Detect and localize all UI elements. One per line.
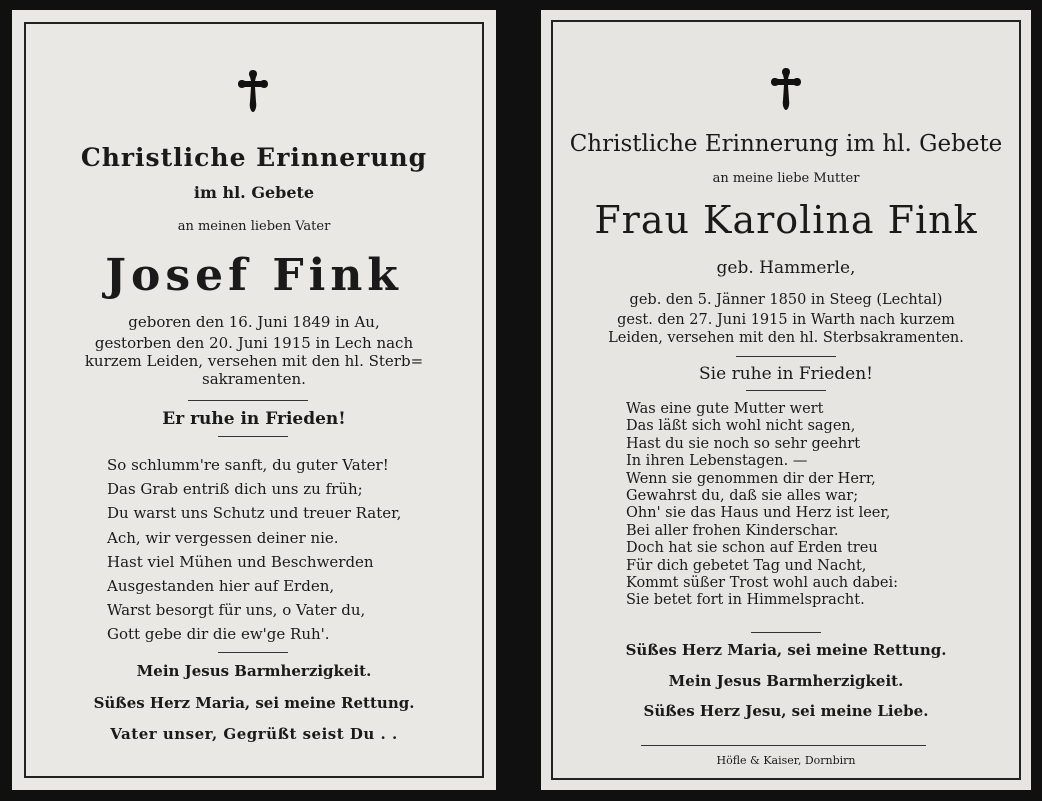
poem-line: Warst besorgt für uns, o Vater du, — [107, 601, 366, 620]
divider — [188, 400, 308, 401]
death-line: kurzem Leiden, versehen mit den hl. Sterb= — [84, 352, 424, 370]
death-line: gestorben den 20. Juni 1915 in Lech nach — [94, 334, 414, 352]
poem-line: So schlumm're sanft, du guter Vater! — [107, 456, 389, 474]
birth-line: geboren den 16. Juni 1849 in Au, — [128, 313, 380, 331]
poem-line: Was eine gute Mutter wert — [626, 401, 824, 417]
poem-line: Für dich gebetet Tag und Nacht, — [626, 557, 867, 574]
poem-line: Das Grab entriß dich uns zu früh; — [107, 480, 363, 499]
poem-line: Kommt süßer Trost wohl auch dabei: — [626, 575, 898, 592]
prayer-line: Vater unser, Gegrüßt seist Du . . — [110, 725, 398, 743]
poem — [107, 453, 401, 647]
divider — [218, 652, 288, 653]
poem-line: Ach, wir vergessen deiner nie. — [107, 528, 339, 547]
divider — [641, 745, 926, 746]
poem-line: Gewahrst du, daß sie alles war; — [626, 488, 859, 505]
prayer-line: Mein Jesus Barmherzigkeit. — [668, 672, 904, 690]
card-subheading: im hl. Gebete — [193, 183, 315, 202]
card-heading: Christliche Erinnerung — [80, 143, 428, 172]
poem-line: Wenn sie genommen dir der Herr, — [626, 470, 876, 487]
poem-line: Ohn' sie das Haus und Herz ist leer, — [626, 505, 891, 522]
prayer-line: Süßes Herz Jesu, sei meine Liebe. — [643, 702, 929, 720]
poem-line: In ihren Lebenstagen. — — [626, 453, 808, 470]
cross-icon — [236, 68, 270, 114]
deceased-name: Frau Karolina Fink — [594, 198, 978, 242]
poem-line: Ausgestanden hier auf Erden, — [107, 577, 335, 596]
memorial-card-right — [541, 10, 1031, 790]
rest-in-peace: Er ruhe in Frieden! — [162, 409, 346, 429]
deceased-name: Josef Fink — [105, 250, 403, 301]
prayer-line: Süßes Herz Maria, sei meine Rettung. — [625, 641, 947, 659]
rest-in-peace: Sie ruhe in Frieden! — [699, 364, 873, 384]
poem-line: Du warst uns Schutz und treuer Rater, — [107, 504, 402, 523]
prayer-line: Mein Jesus Barmherzigkeit. — [136, 662, 372, 680]
poem-line: Das läßt sich wohl nicht sagen, — [626, 418, 856, 435]
poem — [626, 401, 898, 610]
poem-line: Hast viel Mühen und Beschwerden — [107, 552, 374, 571]
dedication: an meinen lieben Vater — [177, 219, 331, 234]
poem-line: Bei aller frohen Kinderschar. — [626, 522, 839, 539]
divider — [751, 632, 821, 633]
death-line: sakramenten. — [202, 370, 306, 388]
poem-line: Gott gebe dir die ew'ge Ruh'. — [107, 625, 330, 644]
cross-icon — [769, 66, 803, 112]
memorial-card-left — [12, 10, 496, 790]
divider — [218, 436, 288, 437]
printer-credit: Höfle & Kaiser, Dornbirn — [716, 754, 856, 767]
maiden-name: geb. Hammerle, — [716, 258, 856, 278]
death-line: Leiden, versehen mit den hl. Sterbsakramenten. — [608, 330, 964, 346]
prayer-line: Süßes Herz Maria, sei meine Rettung. — [93, 694, 415, 712]
birth-line: geb. den 5. Jänner 1850 in Steeg (Lechtal) — [629, 292, 943, 308]
poem-line: Sie betet fort in Himmelspracht. — [626, 592, 865, 609]
divider — [746, 390, 826, 391]
poem-line: Hast du sie noch so sehr geehrt — [626, 435, 861, 452]
card-heading: Christliche Erinnerung im hl. Gebete — [569, 131, 1003, 157]
death-line: gest. den 27. Juni 1915 in Warth nach kurzem — [617, 312, 955, 328]
divider — [736, 356, 836, 357]
dedication: an meine liebe Mutter — [712, 171, 860, 186]
poem-line: Doch hat sie schon auf Erden treu — [626, 540, 878, 557]
